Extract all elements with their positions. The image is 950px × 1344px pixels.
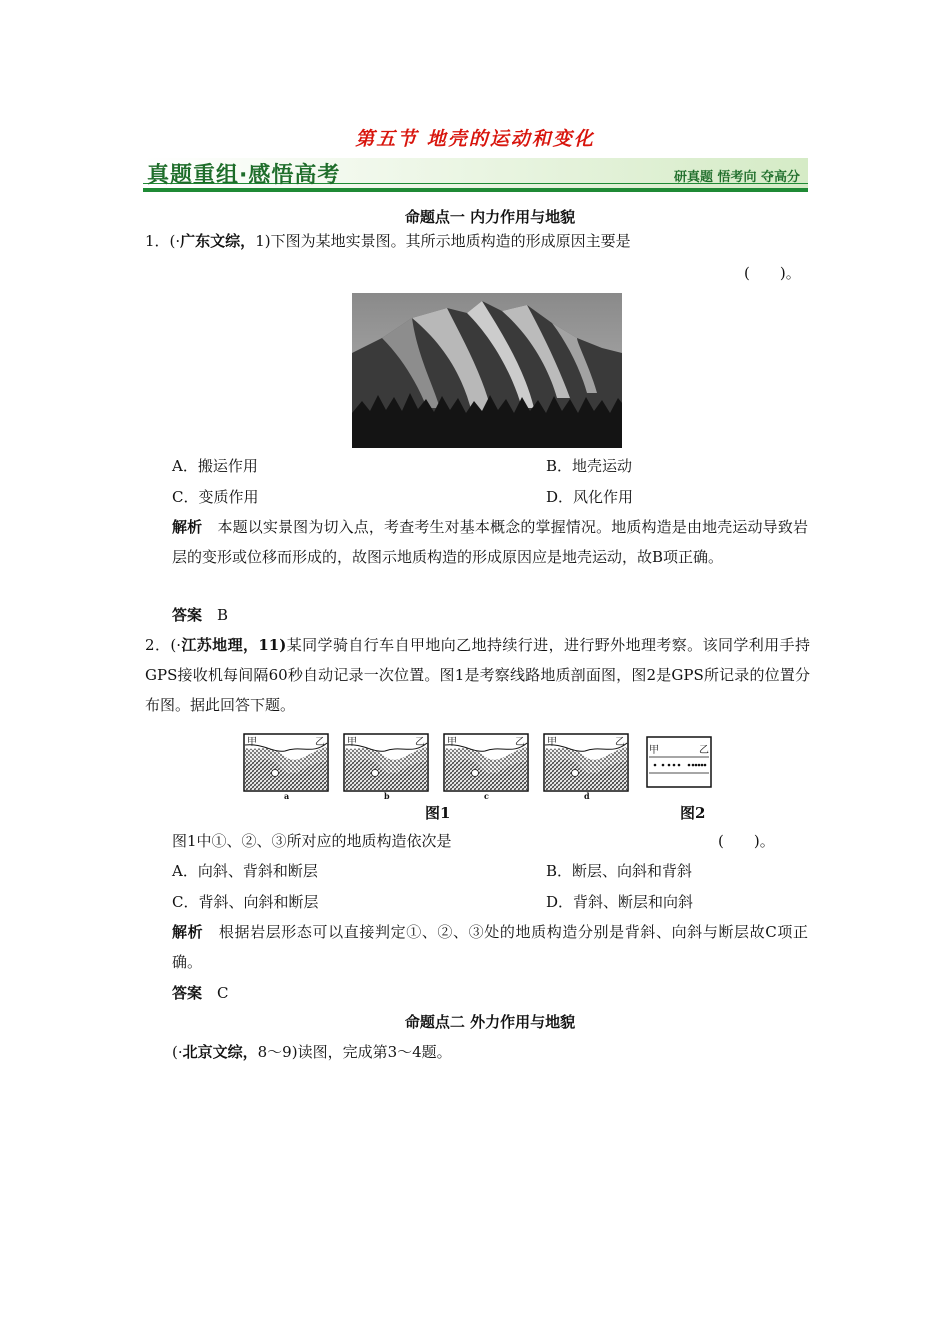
question-3-intro: (·北京文综，8～9)读图，完成第3～4题。: [172, 1043, 452, 1061]
label-jia-3: 甲: [447, 737, 457, 748]
label-yi-4: 乙: [615, 737, 625, 748]
mountain-photo: [352, 293, 622, 448]
q2-option-d: D．背斜、断层和向斜: [546, 893, 694, 911]
figure-geologic-profiles: [243, 733, 713, 823]
label-yi-2: 乙: [415, 737, 425, 748]
q2-blank: ( )。: [718, 832, 775, 850]
q2-sub-stem: 图1中①、②、③所对应的地质构造依次是: [172, 832, 452, 850]
question-1-stem: 1．(·广东文综，1)下图为某地实景图。其所示地质构造的形成原因主要是: [145, 232, 631, 250]
q1-option-a: A．搬运作用: [172, 457, 258, 475]
panel-label-b: b: [384, 791, 390, 801]
q1-analysis: 解析 本题以实景图为切入点，考查考生对基本概念的掌握情况。地质构造是由地壳运动导致岩层的变形或位移而形成的，故图示地质构造的形成原因应是地壳运动，故B项正确。: [172, 518, 808, 566]
label-jia-gps: 甲: [649, 745, 659, 756]
label-yi-3: 乙: [515, 737, 525, 748]
section-heading-2: 命题点二 外力作用与地貌: [404, 1013, 576, 1031]
banner-slogan: 研真题 悟考向 夺高分: [673, 170, 800, 185]
panel-label-a: a: [284, 791, 290, 801]
q2-option-a: A．向斜、背斜和断层: [172, 862, 318, 880]
question-1-blank: ( )。: [744, 264, 801, 282]
q1-option-b: B．地壳运动: [546, 457, 633, 475]
question-2-stem: 2．(·江苏地理，11)某同学骑自行车自甲地向乙地持续行进，进行野外地理考察。该同学利用手持GPS接收机每间隔60秒自动记录一次位置。图1是考察线路地质剖面图，图2是GPS所记录的位置分布图。据此回答下题。: [145, 636, 810, 714]
label-jia-1: 甲: [247, 737, 257, 748]
figure-1-label: 图1: [425, 804, 451, 822]
section-heading-1: 命题点一 内力作用与地貌: [404, 208, 576, 226]
panel-label-d: d: [584, 791, 590, 801]
q1-answer: 答案 B: [172, 606, 229, 624]
q2-option-c: C．背斜、向斜和断层: [172, 893, 319, 911]
label-yi-1: 乙: [315, 737, 325, 748]
label-jia-4: 甲: [547, 737, 557, 748]
panel-label-c: c: [484, 791, 489, 801]
q1-option-c: C．变质作用: [172, 488, 259, 506]
q1-option-d: D．风化作用: [546, 488, 634, 506]
label-yi-gps: 乙: [699, 745, 709, 756]
figure-2-label: 图2: [680, 804, 706, 822]
banner-title: 真题重组·感悟高考: [147, 163, 341, 188]
q2-option-b: B．断层、向斜和背斜: [546, 862, 693, 880]
section-banner: [143, 158, 808, 192]
page-title: 第五节 地壳的运动和变化: [355, 128, 595, 150]
q2-answer: 答案 C: [172, 984, 229, 1002]
q2-analysis: 解析 根据岩层形态可以直接判定①、②、③处的地质构造分别是背斜、向斜与断层故C项正确。: [172, 923, 808, 971]
label-jia-2: 甲: [347, 737, 357, 748]
